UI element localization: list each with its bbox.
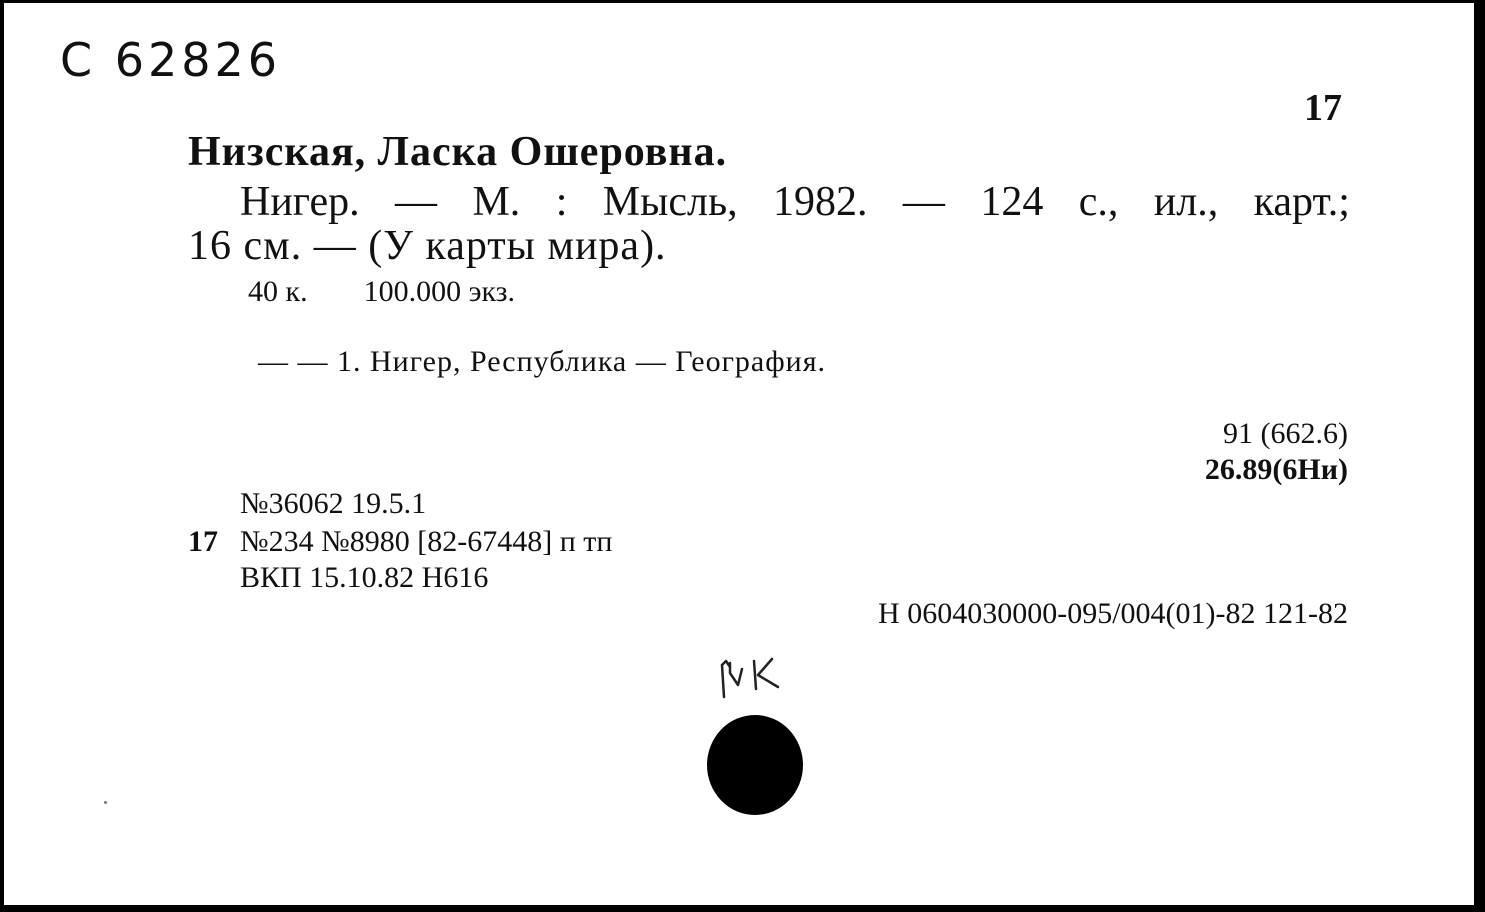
print-run: 100.000 экз. [363, 275, 515, 308]
title-word: Мысль, [602, 179, 738, 225]
title-word: : [555, 179, 568, 225]
classification-bbk: 26.89(6Ни) [1204, 453, 1348, 486]
title-word: М. [472, 179, 521, 225]
price: 40 к. [248, 275, 308, 308]
title-word: 124 [980, 179, 1044, 225]
subject-heading: — — 1. Нигер, Республика — География. [258, 345, 827, 378]
publication-code: Н 0604030000-095/004(01)-82 121-82 [878, 597, 1348, 630]
registry-number: 17 [188, 525, 218, 558]
registry-line-1: №36062 19.5.1 [240, 487, 427, 520]
dust-speck [104, 801, 107, 804]
title-word: Нигер. [240, 179, 360, 225]
title-word: 1982. [773, 179, 868, 225]
call-number: С 62826 [60, 33, 282, 87]
title-line-2: 16 см. — (У карты мира). [188, 223, 667, 269]
title-word: карт.; [1253, 179, 1350, 225]
punch-hole [707, 715, 803, 815]
catalog-card [4, 3, 1474, 905]
classification-udc: 91 (662.6) [1223, 417, 1348, 450]
registry-line-2: №234 №8980 [82-67448] п тп [240, 525, 613, 558]
card-number: 17 [1304, 87, 1342, 129]
registry-line-3: ВКП 15.10.82 Н616 [240, 561, 489, 594]
handwritten-initials-icon [716, 655, 786, 701]
author-heading: Низская, Ласка Ошеровна. [188, 129, 728, 175]
title-word: с., [1078, 179, 1119, 225]
title-word: — [902, 179, 945, 225]
price-and-print-run [248, 277, 515, 307]
title-word: — [395, 179, 438, 225]
title-line-1 [240, 181, 1350, 223]
title-word: ил., [1153, 179, 1219, 225]
